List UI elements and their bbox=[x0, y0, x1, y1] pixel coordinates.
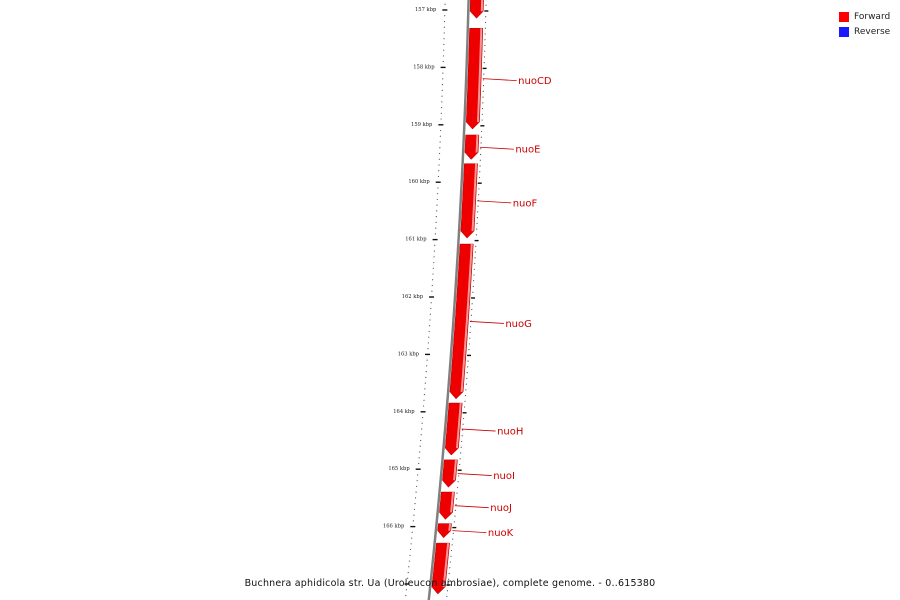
minor-tick-right bbox=[473, 274, 474, 275]
gene-label: nuoH bbox=[497, 426, 524, 438]
minor-tick-right bbox=[485, 5, 486, 6]
minor-tick-right bbox=[482, 108, 483, 109]
minor-tick-left bbox=[441, 96, 442, 97]
minor-tick-right bbox=[484, 56, 485, 57]
minor-tick-left bbox=[436, 205, 437, 206]
minor-tick-right bbox=[479, 165, 480, 166]
minor-tick-right bbox=[461, 441, 462, 442]
minor-tick-right bbox=[471, 309, 472, 310]
minor-tick-left bbox=[440, 130, 441, 131]
tick-label: 164 kbp bbox=[393, 408, 415, 415]
minor-tick-right bbox=[485, 16, 486, 17]
minor-tick-left bbox=[414, 509, 415, 510]
minor-tick-left bbox=[441, 107, 442, 108]
minor-tick-left bbox=[442, 78, 443, 79]
minor-tick-left bbox=[429, 331, 430, 332]
legend bbox=[839, 9, 890, 39]
tick-label: 166 kbp bbox=[382, 523, 405, 530]
minor-tick-right bbox=[466, 384, 467, 385]
minor-tick-right bbox=[451, 550, 452, 551]
minor-tick-right bbox=[477, 211, 478, 212]
minor-tick-left bbox=[444, 32, 445, 33]
minor-tick-right bbox=[473, 286, 474, 287]
minor-tick-right bbox=[477, 217, 478, 218]
minor-tick-left bbox=[438, 170, 439, 171]
minor-tick-right bbox=[467, 372, 468, 373]
minor-tick-left bbox=[420, 440, 421, 441]
minor-tick-left bbox=[426, 360, 427, 361]
minor-tick-right bbox=[475, 246, 476, 247]
minor-tick-left bbox=[425, 377, 426, 378]
gene-leader-line bbox=[462, 429, 496, 431]
minor-tick-right bbox=[467, 361, 468, 362]
gene-label: nuoI bbox=[493, 471, 515, 483]
minor-tick-left bbox=[435, 233, 436, 234]
minor-tick-left bbox=[431, 302, 432, 303]
minor-tick-left bbox=[425, 383, 426, 384]
minor-tick-left bbox=[442, 90, 443, 91]
minor-tick-left bbox=[405, 595, 406, 596]
minor-tick-left bbox=[432, 273, 433, 274]
gene-leader-line bbox=[452, 531, 486, 533]
gene-label: nuoF bbox=[512, 198, 538, 210]
minor-tick-left bbox=[441, 118, 442, 119]
minor-tick-right bbox=[485, 22, 486, 23]
minor-tick-right bbox=[483, 85, 484, 86]
minor-tick-left bbox=[409, 560, 410, 561]
minor-tick-left bbox=[442, 84, 443, 85]
minor-tick-left bbox=[420, 446, 421, 447]
minor-tick-right bbox=[469, 338, 470, 339]
minor-tick-right bbox=[479, 171, 480, 172]
minor-tick-left bbox=[435, 222, 436, 223]
minor-tick-left bbox=[437, 187, 438, 188]
minor-tick-left bbox=[444, 21, 445, 22]
minor-tick-right bbox=[482, 119, 483, 120]
minor-tick-left bbox=[432, 279, 433, 280]
gene-leader-line bbox=[458, 474, 492, 476]
gene-leader-line bbox=[455, 506, 489, 508]
minor-tick-left bbox=[419, 451, 420, 452]
minor-tick-right bbox=[456, 498, 457, 499]
minor-tick-right bbox=[476, 223, 477, 224]
legend-label-forward: Forward bbox=[854, 11, 891, 22]
minor-tick-left bbox=[442, 73, 443, 74]
minor-tick-left bbox=[416, 486, 417, 487]
minor-tick-left bbox=[426, 365, 427, 366]
gene-label: nuoK bbox=[487, 528, 514, 540]
minor-tick-right bbox=[480, 154, 481, 155]
minor-tick-right bbox=[485, 28, 486, 29]
minor-tick-right bbox=[454, 516, 455, 517]
minor-tick-right bbox=[481, 142, 482, 143]
minor-tick-left bbox=[433, 256, 434, 257]
minor-tick-right bbox=[484, 62, 485, 63]
minor-tick-right bbox=[483, 79, 484, 80]
minor-tick-right bbox=[471, 315, 472, 316]
minor-tick-right bbox=[472, 303, 473, 304]
minor-tick-left bbox=[422, 417, 423, 418]
minor-tick-right bbox=[476, 229, 477, 230]
minor-tick-left bbox=[433, 268, 434, 269]
minor-tick-left bbox=[438, 176, 439, 177]
minor-tick-left bbox=[410, 549, 411, 550]
minor-tick-right bbox=[459, 464, 460, 465]
minor-tick-right bbox=[465, 395, 466, 396]
tick-label: 157 kbp bbox=[415, 7, 437, 13]
minor-tick-right bbox=[449, 567, 450, 568]
gene-leader-line bbox=[483, 79, 517, 81]
minor-tick-right bbox=[477, 206, 478, 207]
minor-tick-left bbox=[444, 27, 445, 28]
minor-tick-right bbox=[474, 263, 475, 264]
minor-tick-left bbox=[417, 480, 418, 481]
minor-tick-left bbox=[427, 348, 428, 349]
minor-tick-left bbox=[434, 245, 435, 246]
minor-tick-right bbox=[482, 114, 483, 115]
minor-tick-left bbox=[421, 428, 422, 429]
minor-tick-left bbox=[419, 457, 420, 458]
minor-tick-right bbox=[458, 475, 459, 476]
minor-tick-left bbox=[429, 325, 430, 326]
minor-tick-left bbox=[444, 4, 445, 5]
minor-tick-right bbox=[449, 573, 450, 574]
minor-tick-left bbox=[413, 515, 414, 516]
minor-tick-left bbox=[441, 101, 442, 102]
minor-tick-right bbox=[478, 188, 479, 189]
minor-tick-left bbox=[429, 319, 430, 320]
minor-tick-left bbox=[434, 250, 435, 251]
minor-tick-left bbox=[440, 136, 441, 137]
minor-tick-left bbox=[436, 210, 437, 211]
minor-tick-left bbox=[439, 153, 440, 154]
minor-tick-left bbox=[415, 492, 416, 493]
minor-tick-right bbox=[482, 97, 483, 98]
minor-tick-left bbox=[430, 314, 431, 315]
minor-tick-left bbox=[435, 228, 436, 229]
minor-tick-left bbox=[428, 342, 429, 343]
minor-tick-left bbox=[443, 55, 444, 56]
minor-tick-left bbox=[408, 572, 409, 573]
minor-tick-right bbox=[462, 429, 463, 430]
minor-tick-right bbox=[481, 137, 482, 138]
minor-tick-left bbox=[443, 38, 444, 39]
gene-leader-line bbox=[480, 147, 514, 149]
minor-tick-left bbox=[414, 503, 415, 504]
minor-tick-left bbox=[423, 405, 424, 406]
minor-tick-right bbox=[468, 349, 469, 350]
tick-label: 160 kbp bbox=[408, 179, 430, 186]
minor-tick-right bbox=[480, 160, 481, 161]
gene-features bbox=[432, 0, 484, 594]
minor-tick-left bbox=[412, 532, 413, 533]
gene-label: nuoCD bbox=[518, 76, 552, 88]
minor-tick-left bbox=[438, 164, 439, 165]
minor-tick-right bbox=[470, 326, 471, 327]
minor-tick-right bbox=[469, 343, 470, 344]
legend-item-reverse bbox=[839, 24, 890, 39]
minor-tick-right bbox=[446, 596, 447, 597]
tick-label: 165 kbp bbox=[388, 466, 410, 473]
tick-label: 158 kbp bbox=[413, 64, 435, 71]
tick-label: 162 kbp bbox=[401, 294, 424, 300]
minor-tick-right bbox=[479, 177, 480, 178]
minor-tick-left bbox=[440, 141, 441, 142]
tick-label: 161 kbp bbox=[405, 236, 427, 243]
forward-swatch bbox=[839, 12, 849, 22]
minor-tick-left bbox=[443, 44, 444, 45]
minor-tick-right bbox=[474, 257, 475, 258]
minor-tick-left bbox=[426, 371, 427, 372]
minor-tick-right bbox=[483, 74, 484, 75]
minor-tick-right bbox=[458, 481, 459, 482]
genome-caption: Buchnera aphidicola str. Ua (Uroleucon ambrosiae), complete genome. - 0..615380 bbox=[244, 578, 656, 589]
minor-tick-left bbox=[411, 537, 412, 538]
minor-tick-right bbox=[467, 366, 468, 367]
minor-tick-right bbox=[457, 487, 458, 488]
minor-tick-left bbox=[433, 262, 434, 263]
legend-label-reverse: Reverse bbox=[854, 26, 891, 37]
minor-tick-right bbox=[462, 435, 463, 436]
minor-tick-left bbox=[406, 589, 407, 590]
minor-tick-right bbox=[461, 447, 462, 448]
minor-tick-right bbox=[481, 131, 482, 132]
minor-tick-right bbox=[455, 504, 456, 505]
minor-tick-left bbox=[444, 15, 445, 16]
minor-tick-left bbox=[439, 159, 440, 160]
minor-tick-left bbox=[413, 520, 414, 521]
minor-tick-right bbox=[474, 269, 475, 270]
minor-tick-right bbox=[460, 458, 461, 459]
minor-tick-right bbox=[450, 561, 451, 562]
minor-tick-right bbox=[464, 406, 465, 407]
minor-tick-right bbox=[460, 452, 461, 453]
minor-tick-right bbox=[465, 389, 466, 390]
minor-tick-left bbox=[432, 285, 433, 286]
minor-tick-right bbox=[482, 102, 483, 103]
minor-tick-right bbox=[476, 234, 477, 235]
minor-tick-right bbox=[484, 51, 485, 52]
minor-tick-left bbox=[443, 61, 444, 62]
minor-tick-right bbox=[464, 401, 465, 402]
minor-tick-left bbox=[422, 423, 423, 424]
minor-tick-right bbox=[473, 280, 474, 281]
minor-tick-right bbox=[463, 418, 464, 419]
minor-tick-right bbox=[484, 39, 485, 40]
minor-tick-right bbox=[453, 533, 454, 534]
minor-tick-left bbox=[431, 291, 432, 292]
minor-tick-right bbox=[456, 493, 457, 494]
minor-tick-left bbox=[409, 555, 410, 556]
gene-label: nuoG bbox=[505, 318, 532, 330]
minor-tick-left bbox=[417, 474, 418, 475]
minor-tick-right bbox=[452, 538, 453, 539]
minor-tick-right bbox=[483, 91, 484, 92]
tick-label: 159 kbp bbox=[411, 121, 433, 128]
gene-label: nuoE bbox=[515, 144, 541, 156]
minor-tick-left bbox=[441, 113, 442, 114]
gene-leader-line bbox=[477, 201, 511, 203]
minor-tick-right bbox=[478, 194, 479, 195]
minor-tick-right bbox=[447, 590, 448, 591]
gene-label: nuoJ bbox=[490, 503, 513, 515]
minor-tick-left bbox=[424, 394, 425, 395]
minor-tick-right bbox=[475, 251, 476, 252]
tick-label: 163 kbp bbox=[397, 351, 420, 358]
minor-tick-left bbox=[437, 193, 438, 194]
reverse-swatch bbox=[839, 27, 849, 37]
minor-tick-left bbox=[443, 50, 444, 51]
minor-tick-right bbox=[466, 378, 467, 379]
minor-tick-right bbox=[455, 510, 456, 511]
minor-tick-right bbox=[463, 424, 464, 425]
minor-tick-left bbox=[437, 199, 438, 200]
legend-item-forward bbox=[839, 9, 890, 24]
minor-tick-left bbox=[411, 543, 412, 544]
minor-tick-right bbox=[454, 521, 455, 522]
minor-tick-left bbox=[418, 463, 419, 464]
gene-leader-line bbox=[470, 321, 504, 323]
minor-tick-right bbox=[485, 33, 486, 34]
minor-tick-right bbox=[472, 292, 473, 293]
minor-tick-right bbox=[470, 332, 471, 333]
minor-tick-right bbox=[450, 556, 451, 557]
minor-tick-left bbox=[415, 497, 416, 498]
minor-tick-left bbox=[436, 216, 437, 217]
minor-tick-left bbox=[421, 434, 422, 435]
minor-tick-right bbox=[452, 544, 453, 545]
minor-tick-left bbox=[439, 147, 440, 148]
minor-tick-left bbox=[424, 388, 425, 389]
minor-tick-right bbox=[480, 148, 481, 149]
minor-tick-left bbox=[430, 308, 431, 309]
minor-tick-left bbox=[428, 337, 429, 338]
minor-tick-left bbox=[408, 566, 409, 567]
minor-tick-right bbox=[484, 45, 485, 46]
minor-tick-left bbox=[423, 400, 424, 401]
